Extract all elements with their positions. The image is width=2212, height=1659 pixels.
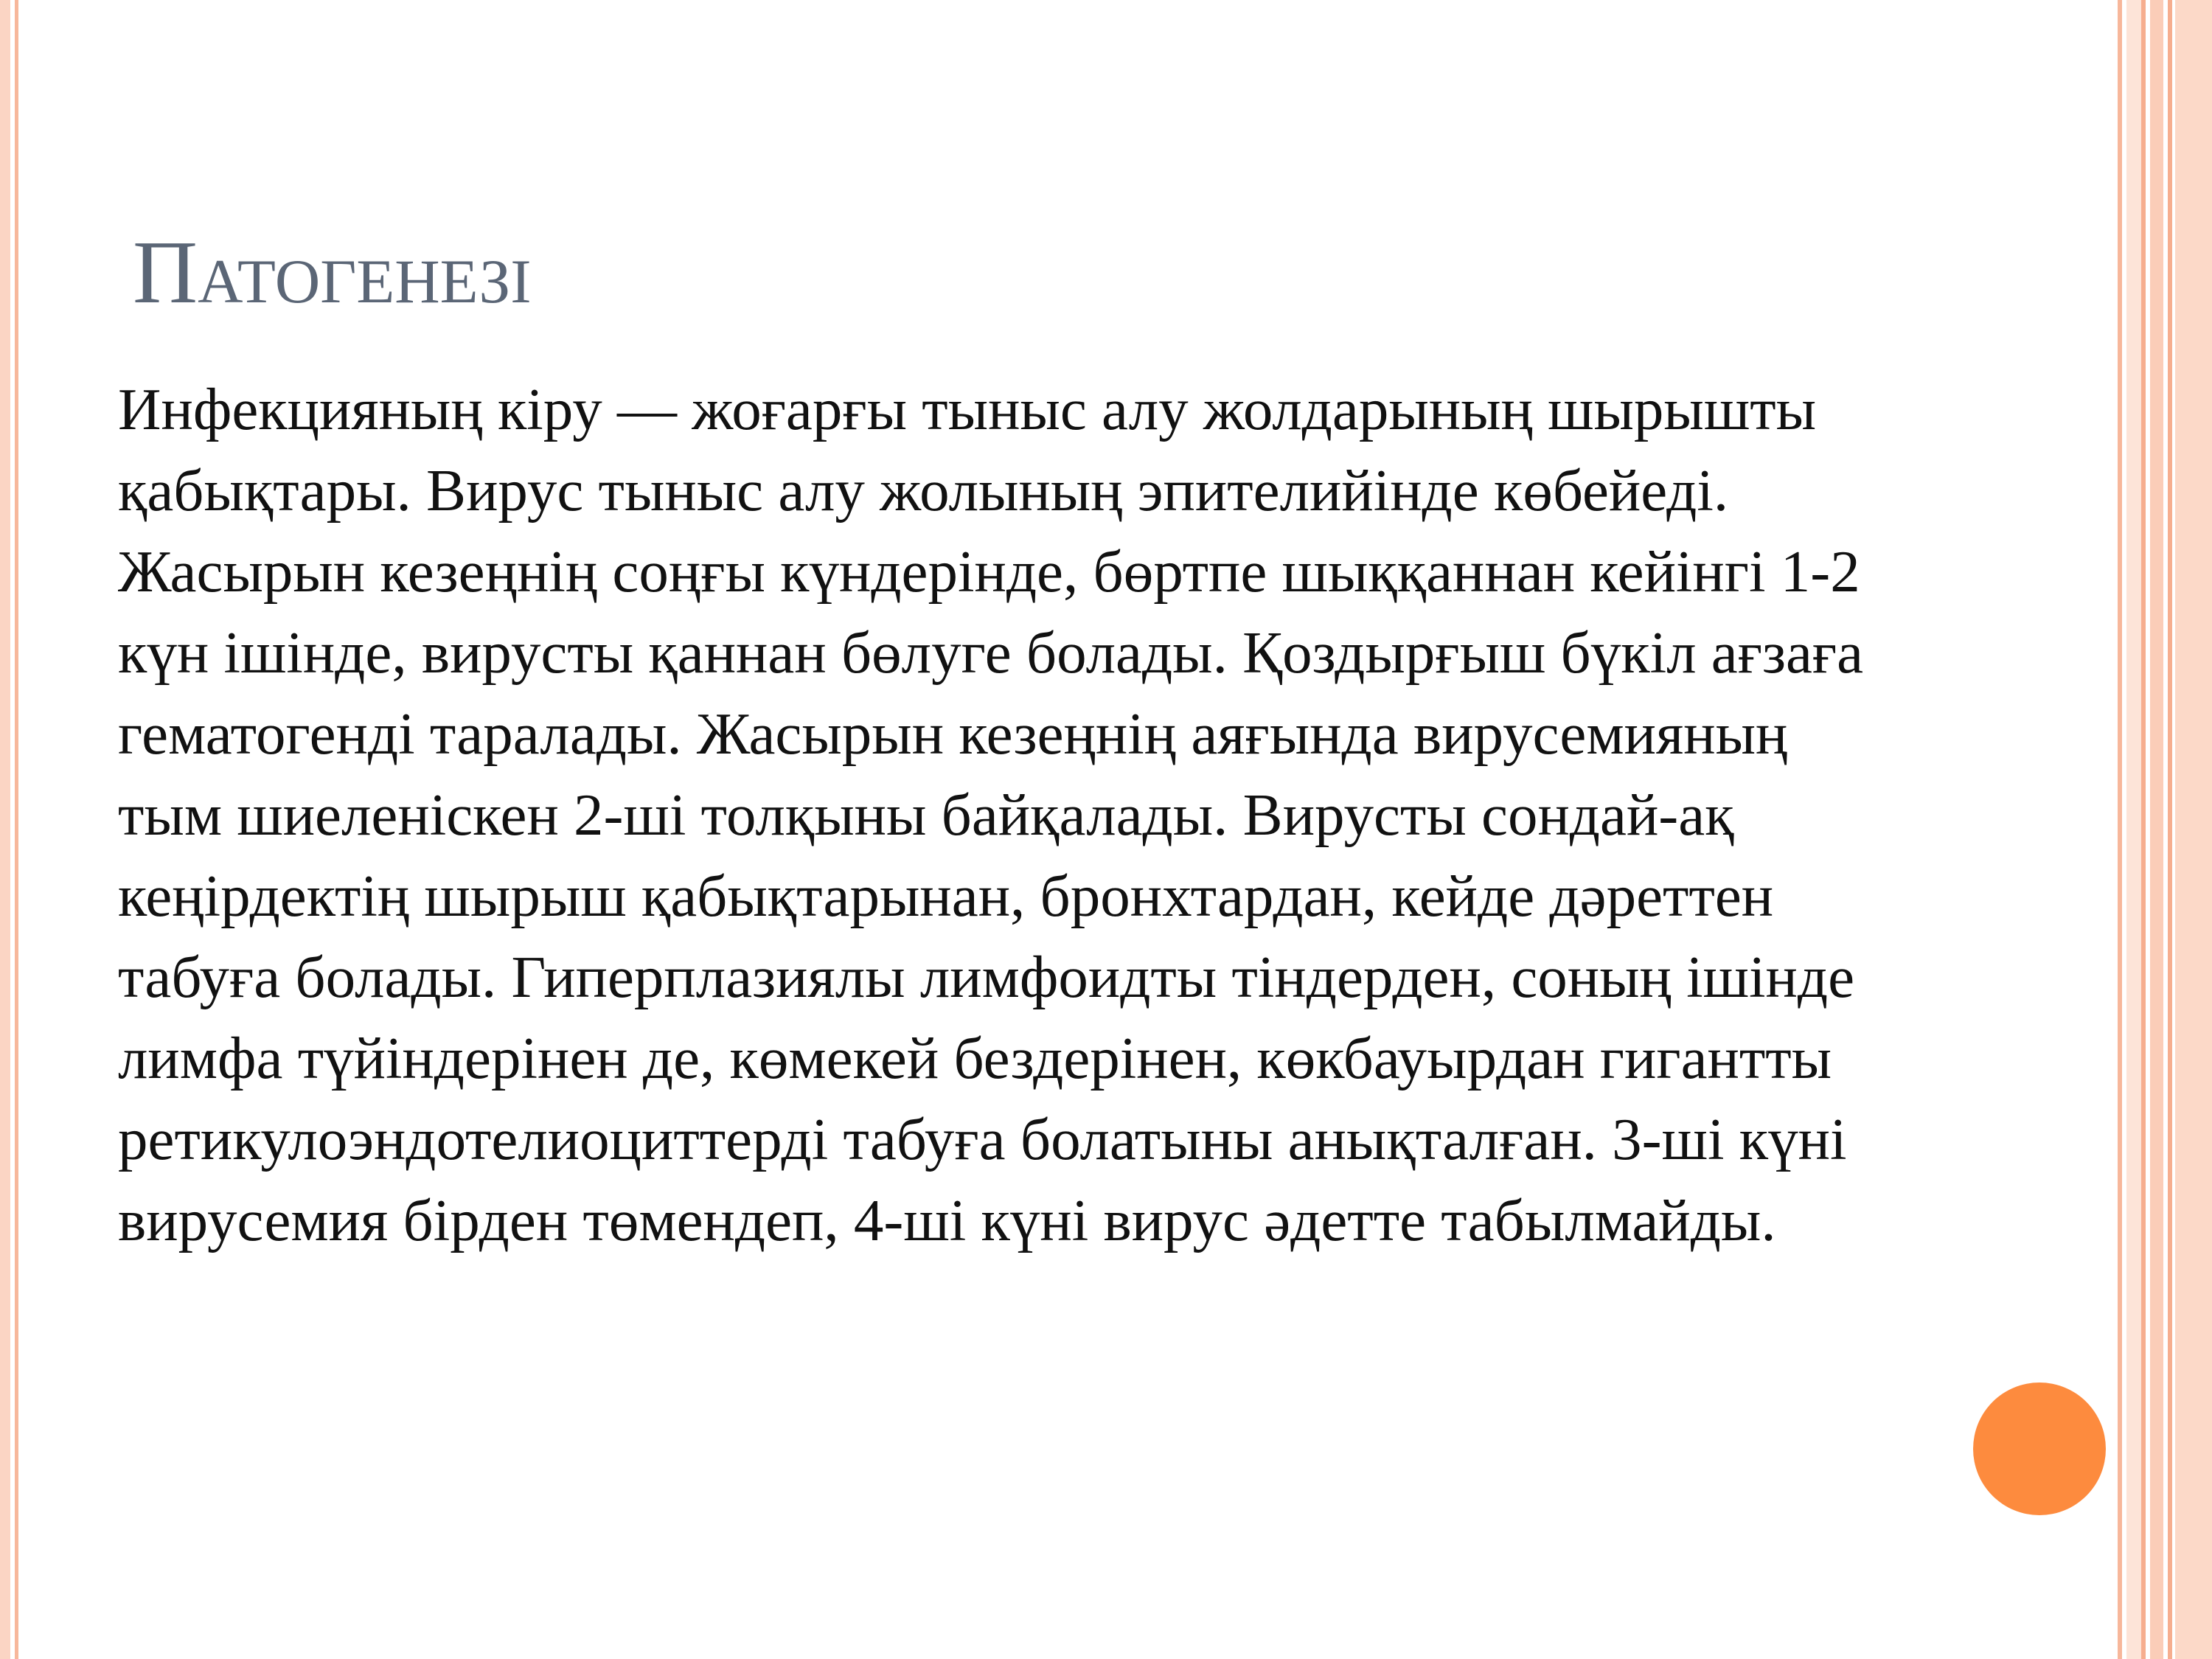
body-line-2: қабықтары. Вирус тыныс алу жолының эпителийінде көбейеді.: [118, 457, 1729, 524]
body-line-9: лимфа түйіндерінен де, көмекей бездерінен, көкбауырдан гигантты: [118, 1025, 1832, 1091]
right-border-line-3: [2168, 0, 2172, 1659]
left-border-stripe: [0, 0, 10, 1659]
slide-body-text: [118, 369, 2109, 1261]
body-line-6: тым шиеленіскен 2-ші толқыны байқалады. Вирусты сондай-ақ: [118, 782, 1734, 848]
body-line-1: Инфекцияның кіру — жоғарғы тыныс алу жолдарының шырышты: [118, 376, 1817, 442]
left-border-thin-line: [15, 0, 18, 1659]
right-border-stripe-1: [2126, 0, 2141, 1659]
body-line-5: гематогенді таралады. Жасырын кезеңнің аяғында вирусемияның: [118, 700, 1788, 767]
right-border-stripe-2: [2150, 0, 2163, 1659]
body-line-3: Жасырын кезеңнің соңғы күндерінде, бөртпе шыққаннан кейінгі 1-2: [118, 538, 1860, 605]
body-line-7: кеңірдектің шырыш қабықтарынан, бронхтардан, кейде дәреттен: [118, 863, 1774, 929]
right-border-stripe-3: [2175, 0, 2212, 1659]
body-line-4: күн ішінде, вирусты қаннан бөлуге болады. Қоздырғыш бүкіл ағзаға: [118, 619, 1864, 686]
body-line-11: вирусемия бірден төмендеп, 4-ші күні вирус әдетте табылмайды.: [118, 1187, 1776, 1253]
slide-title: Патогенезі: [133, 223, 532, 322]
body-line-10: ретикулоэндотелиоциттерді табуға болатыны анықталған. 3-ші күні: [118, 1106, 1847, 1172]
right-border-line-2: [2141, 0, 2146, 1659]
orange-accent-circle: [1973, 1382, 2106, 1515]
body-line-8: табуға болады. Гиперплазиялы лимфоидты тіндерден, соның ішінде: [118, 944, 1855, 1010]
right-border-line-1: [2118, 0, 2122, 1659]
